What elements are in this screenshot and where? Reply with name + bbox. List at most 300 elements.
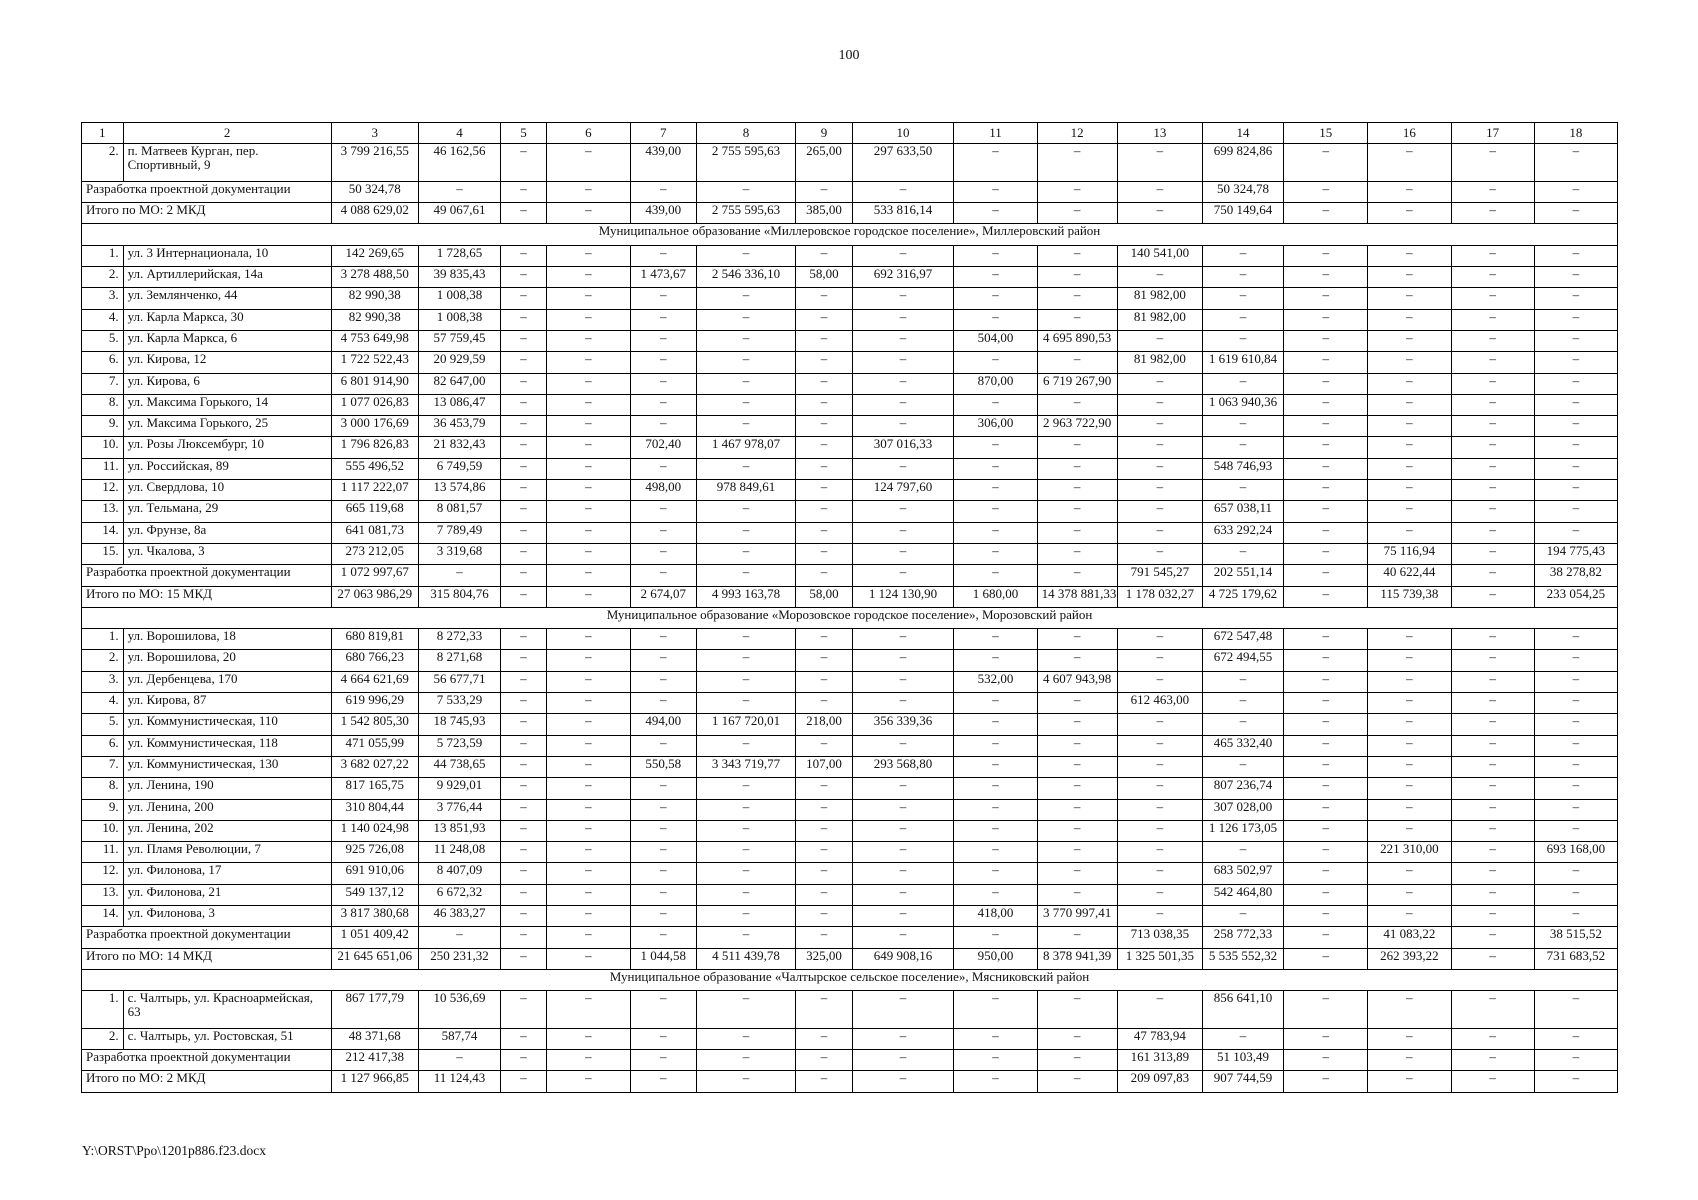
value-cell: 50 324,78 [331,181,418,202]
value-cell: – [1284,330,1368,351]
value-cell: – [852,778,954,799]
value-cell: – [631,458,697,479]
value-cell: 36 453,79 [418,416,500,437]
municipality-title: Муниципальное образование «Миллеровское городское поселение», Миллеровский район [82,224,1618,245]
value-cell: – [1037,1050,1117,1071]
value-cell: 13 086,47 [418,394,500,415]
address-cell: ул. Коммунистическая, 130 [123,756,331,777]
value-cell: – [1284,458,1368,479]
value-cell: – [1202,671,1283,692]
value-cell: – [696,373,796,394]
value-cell: – [546,543,630,564]
value-cell: – [796,245,852,266]
value-cell: – [852,245,954,266]
value-cell: – [696,735,796,756]
column-number-cell: 11 [954,123,1037,144]
value-cell: – [1037,144,1117,182]
address-cell: ул. Карла Маркса, 30 [123,309,331,330]
value-cell: – [1451,735,1534,756]
value-cell: – [1368,267,1451,288]
value-cell: – [1451,927,1534,948]
value-cell: – [1368,714,1451,735]
value-cell: 385,00 [796,203,852,224]
value-cell: – [1037,1028,1117,1049]
value-cell: – [546,309,630,330]
column-number-cell: 3 [331,123,418,144]
value-cell: – [1117,522,1202,543]
value-cell: 1 072 997,67 [331,565,418,586]
value-cell: 1 728,65 [418,245,500,266]
value-cell: 8 378 941,39 [1037,948,1117,969]
value-cell: 81 982,00 [1117,288,1202,309]
address-cell: ул. Свердлова, 10 [123,480,331,501]
value-cell: – [1202,1028,1283,1049]
value-cell: – [1117,991,1202,1029]
value-cell: 46 162,56 [418,144,500,182]
value-cell: – [1284,586,1368,607]
value-cell: – [1037,394,1117,415]
value-cell: – [696,330,796,351]
value-cell: – [546,948,630,969]
value-cell: 11 124,43 [418,1071,500,1092]
value-cell: – [1368,756,1451,777]
value-cell: – [1534,458,1617,479]
address-cell: ул. Дербенцева, 170 [123,671,331,692]
table-row [82,735,1618,756]
value-cell: – [631,671,697,692]
value-cell: – [1451,1050,1534,1071]
value-cell: 1 117 222,07 [331,480,418,501]
address-cell: с. Чалтырь, ул. Красноармейская, 63 [123,991,331,1029]
value-cell: – [631,394,697,415]
value-cell: – [954,352,1037,373]
value-cell: – [954,309,1037,330]
value-cell: – [501,245,547,266]
table-row [82,842,1618,863]
value-cell: 3 278 488,50 [331,267,418,288]
value-cell: – [796,820,852,841]
table-row [82,650,1618,671]
value-cell: 48 371,68 [331,1028,418,1049]
value-cell: 81 982,00 [1117,309,1202,330]
value-cell: – [501,820,547,841]
value-cell: – [1451,480,1534,501]
value-cell: – [954,181,1037,202]
value-cell: – [1284,842,1368,863]
value-cell: – [631,181,697,202]
value-cell: – [1037,927,1117,948]
value-cell: – [1534,330,1617,351]
value-cell: – [1534,1071,1617,1092]
value-cell: 297 633,50 [852,144,954,182]
value-cell: 107,00 [796,756,852,777]
value-cell: 50 324,78 [1202,181,1283,202]
row-number: 9. [82,799,124,820]
value-cell: – [1368,416,1451,437]
municipality-section-row [82,969,1618,990]
table-row [82,991,1618,1029]
value-cell: – [1117,629,1202,650]
address-cell: ул. Максима Горького, 14 [123,394,331,415]
row-number: 13. [82,884,124,905]
value-cell: – [1284,394,1368,415]
value-cell: – [1117,842,1202,863]
value-cell: – [631,778,697,799]
value-cell: 38 515,52 [1534,927,1617,948]
value-cell: – [1368,480,1451,501]
value-cell: – [1534,501,1617,522]
column-number-cell: 10 [852,123,954,144]
value-cell: – [501,884,547,905]
value-cell: 124 797,60 [852,480,954,501]
value-cell: – [1368,245,1451,266]
value-cell: – [1202,309,1283,330]
column-number-cell: 2 [123,123,331,144]
value-cell: 212 417,38 [331,1050,418,1071]
row-number: 11. [82,458,124,479]
value-cell: – [1284,905,1368,926]
value-cell: – [852,842,954,863]
value-cell: – [1534,799,1617,820]
value-cell: – [852,565,954,586]
value-cell: – [852,352,954,373]
value-cell: – [1534,905,1617,926]
summary-label: Разработка проектной документации [82,927,332,948]
row-number: 3. [82,671,124,692]
value-cell: 57 759,45 [418,330,500,351]
value-cell: – [954,203,1037,224]
value-cell: – [1284,820,1368,841]
value-cell: 532,00 [954,671,1037,692]
address-cell: ул. Коммунистическая, 118 [123,735,331,756]
value-cell: – [1451,416,1534,437]
value-cell: – [546,714,630,735]
column-number-cell: 15 [1284,123,1368,144]
table-row [82,799,1618,820]
budget-table [81,122,1618,1093]
value-cell: – [631,842,697,863]
value-cell: 265,00 [796,144,852,182]
value-cell: 262 393,22 [1368,948,1451,969]
value-cell: – [796,863,852,884]
value-cell: – [546,352,630,373]
value-cell: – [796,416,852,437]
value-cell: – [1037,629,1117,650]
value-cell: – [546,480,630,501]
row-number: 7. [82,756,124,777]
value-cell: – [1368,288,1451,309]
value-cell: 7 789,49 [418,522,500,543]
value-cell: – [852,1050,954,1071]
value-cell: – [696,799,796,820]
value-cell: – [954,394,1037,415]
value-cell: 21 645 651,06 [331,948,418,969]
value-cell: – [1037,756,1117,777]
row-number: 15. [82,543,124,564]
value-cell: – [696,927,796,948]
value-cell: 439,00 [631,203,697,224]
value-cell: – [954,991,1037,1029]
address-cell: ул. Кирова, 12 [123,352,331,373]
row-number: 2. [82,1028,124,1049]
table-row [82,884,1618,905]
value-cell: – [954,480,1037,501]
value-cell: – [1451,948,1534,969]
table-row [82,820,1618,841]
value-cell: – [1284,288,1368,309]
value-cell: 356 339,36 [852,714,954,735]
value-cell: – [696,905,796,926]
value-cell: – [1534,693,1617,714]
value-cell: 2 963 722,90 [1037,416,1117,437]
address-cell: ул. Розы Люксембург, 10 [123,437,331,458]
table-row [82,437,1618,458]
value-cell: – [1117,756,1202,777]
column-number-row [82,123,1618,144]
value-cell: – [1037,650,1117,671]
value-cell: – [954,714,1037,735]
value-cell: – [1284,799,1368,820]
value-cell: – [954,1071,1037,1092]
value-cell: – [501,522,547,543]
value-cell: 142 269,65 [331,245,418,266]
address-cell: ул. Филонова, 3 [123,905,331,926]
value-cell: 273 212,05 [331,543,418,564]
value-cell: – [852,522,954,543]
value-cell: – [1534,884,1617,905]
value-cell: – [1284,650,1368,671]
value-cell: – [501,735,547,756]
value-cell: – [1451,330,1534,351]
value-cell: – [1037,1071,1117,1092]
row-number: 2. [82,144,124,182]
value-cell: – [1451,181,1534,202]
value-cell: 306,00 [954,416,1037,437]
value-cell: – [852,820,954,841]
value-cell: 51 103,49 [1202,1050,1283,1071]
value-cell: – [631,693,697,714]
value-cell: – [1202,714,1283,735]
page-number: 100 [838,48,860,63]
value-cell: – [954,245,1037,266]
value-cell: – [501,948,547,969]
value-cell: – [796,394,852,415]
value-cell: 75 116,94 [1368,543,1451,564]
value-cell: – [1202,267,1283,288]
value-cell: – [1534,522,1617,543]
value-cell: – [954,458,1037,479]
value-cell: – [631,501,697,522]
value-cell: 680 819,81 [331,629,418,650]
value-cell: – [546,1028,630,1049]
value-cell: 3 817 380,68 [331,905,418,926]
value-cell: – [954,756,1037,777]
value-cell: – [1451,522,1534,543]
table-row [82,501,1618,522]
value-cell: 9 929,01 [418,778,500,799]
value-cell: – [631,1050,697,1071]
value-cell: – [546,288,630,309]
value-cell: – [631,629,697,650]
value-cell: 680 766,23 [331,650,418,671]
value-cell: – [696,458,796,479]
value-cell: – [1451,778,1534,799]
value-cell: – [631,991,697,1029]
footer-file-path: Y:\ORST\Ppo\1201p886.f23.docx [82,1143,267,1158]
value-cell: – [1037,352,1117,373]
value-cell: – [796,671,852,692]
value-cell: – [1368,458,1451,479]
value-cell: 3 000 176,69 [331,416,418,437]
value-cell: 702,40 [631,437,697,458]
value-cell: 38 278,82 [1534,565,1617,586]
table-row [82,778,1618,799]
value-cell: – [696,288,796,309]
table-row [82,629,1618,650]
value-cell: 10 536,69 [418,991,500,1029]
value-cell: – [954,735,1037,756]
value-cell: – [1451,288,1534,309]
value-cell: – [1037,480,1117,501]
value-cell: – [852,330,954,351]
address-cell: п. Матвеев Курган, пер. Спортивный, 9 [123,144,331,182]
value-cell: – [1368,394,1451,415]
value-cell: – [852,735,954,756]
value-cell: 672 494,55 [1202,650,1283,671]
value-cell: 202 551,14 [1202,565,1283,586]
value-cell: – [954,629,1037,650]
value-cell: – [954,501,1037,522]
row-number: 1. [82,991,124,1029]
value-cell: – [1534,1050,1617,1071]
value-cell: 672 547,48 [1202,629,1283,650]
value-cell: 692 316,97 [852,267,954,288]
value-cell: 713 038,35 [1117,927,1202,948]
value-cell: – [1202,288,1283,309]
value-cell: – [546,203,630,224]
value-cell: – [852,501,954,522]
value-cell: 6 749,59 [418,458,500,479]
value-cell: 6 719 267,90 [1037,373,1117,394]
value-cell: – [1284,522,1368,543]
table-row [82,288,1618,309]
value-cell: 250 231,32 [418,948,500,969]
column-number-cell: 5 [501,123,547,144]
value-cell: – [1368,1071,1451,1092]
value-cell: – [631,309,697,330]
value-cell: – [418,1050,500,1071]
column-number-cell: 12 [1037,123,1117,144]
value-cell: 1 124 130,90 [852,586,954,607]
value-cell: 683 502,97 [1202,863,1283,884]
value-cell: – [1368,905,1451,926]
value-cell: – [631,1071,697,1092]
value-cell: – [1368,181,1451,202]
summary-row [82,1050,1618,1071]
value-cell: 870,00 [954,373,1037,394]
value-cell: 1 467 978,07 [696,437,796,458]
value-cell: 494,00 [631,714,697,735]
value-cell: 4 664 621,69 [331,671,418,692]
value-cell: 867 177,79 [331,991,418,1029]
value-cell: – [1451,437,1534,458]
value-cell: – [1202,373,1283,394]
value-cell: – [418,565,500,586]
value-cell: 612 463,00 [1117,693,1202,714]
value-cell: – [1284,373,1368,394]
value-cell: 691 910,06 [331,863,418,884]
value-cell: 1 077 026,83 [331,394,418,415]
value-cell: – [1202,543,1283,564]
value-cell: – [1284,309,1368,330]
value-cell: 1 008,38 [418,288,500,309]
value-cell: – [1451,144,1534,182]
value-cell: 3 682 027,22 [331,756,418,777]
value-cell: – [852,991,954,1029]
value-cell: – [546,565,630,586]
value-cell: – [696,820,796,841]
value-cell: – [796,543,852,564]
address-cell: ул. Максима Горького, 25 [123,416,331,437]
value-cell: 950,00 [954,948,1037,969]
value-cell: 5 535 552,32 [1202,948,1283,969]
value-cell: 14 378 881,33 [1037,586,1117,607]
value-cell: – [954,778,1037,799]
value-cell: – [1284,1071,1368,1092]
value-cell: – [631,863,697,884]
table-row [82,267,1618,288]
value-cell: – [1117,203,1202,224]
value-cell: – [546,330,630,351]
value-cell: 2 755 595,63 [696,144,796,182]
value-cell: – [1534,735,1617,756]
value-cell: – [796,458,852,479]
value-cell: – [954,842,1037,863]
value-cell: – [696,565,796,586]
value-cell: – [696,693,796,714]
value-cell: – [1037,501,1117,522]
value-cell: – [1451,905,1534,926]
summary-label: Итого по МО: 2 МКД [82,1071,332,1092]
value-cell: – [546,756,630,777]
row-number: 5. [82,330,124,351]
value-cell: – [631,330,697,351]
value-cell: – [696,543,796,564]
value-cell: – [501,927,547,948]
value-cell: – [631,543,697,564]
value-cell: – [852,309,954,330]
value-cell: 641 081,73 [331,522,418,543]
value-cell: 3 799 216,55 [331,144,418,182]
value-cell: – [852,799,954,820]
value-cell: 47 783,94 [1117,1028,1202,1049]
value-cell: 542 464,80 [1202,884,1283,905]
value-cell: – [796,309,852,330]
value-cell: – [796,629,852,650]
summary-label: Разработка проектной документации [82,1050,332,1071]
value-cell: 1 063 940,36 [1202,394,1283,415]
value-cell: 856 641,10 [1202,991,1283,1029]
value-cell: – [796,799,852,820]
value-cell: – [1037,820,1117,841]
address-cell: с. Чалтырь, ул. Ростовская, 51 [123,1028,331,1049]
summary-row [82,586,1618,607]
value-cell: – [631,820,697,841]
value-cell: 2 674,07 [631,586,697,607]
value-cell: – [1284,756,1368,777]
value-cell: – [1451,309,1534,330]
value-cell: – [852,884,954,905]
